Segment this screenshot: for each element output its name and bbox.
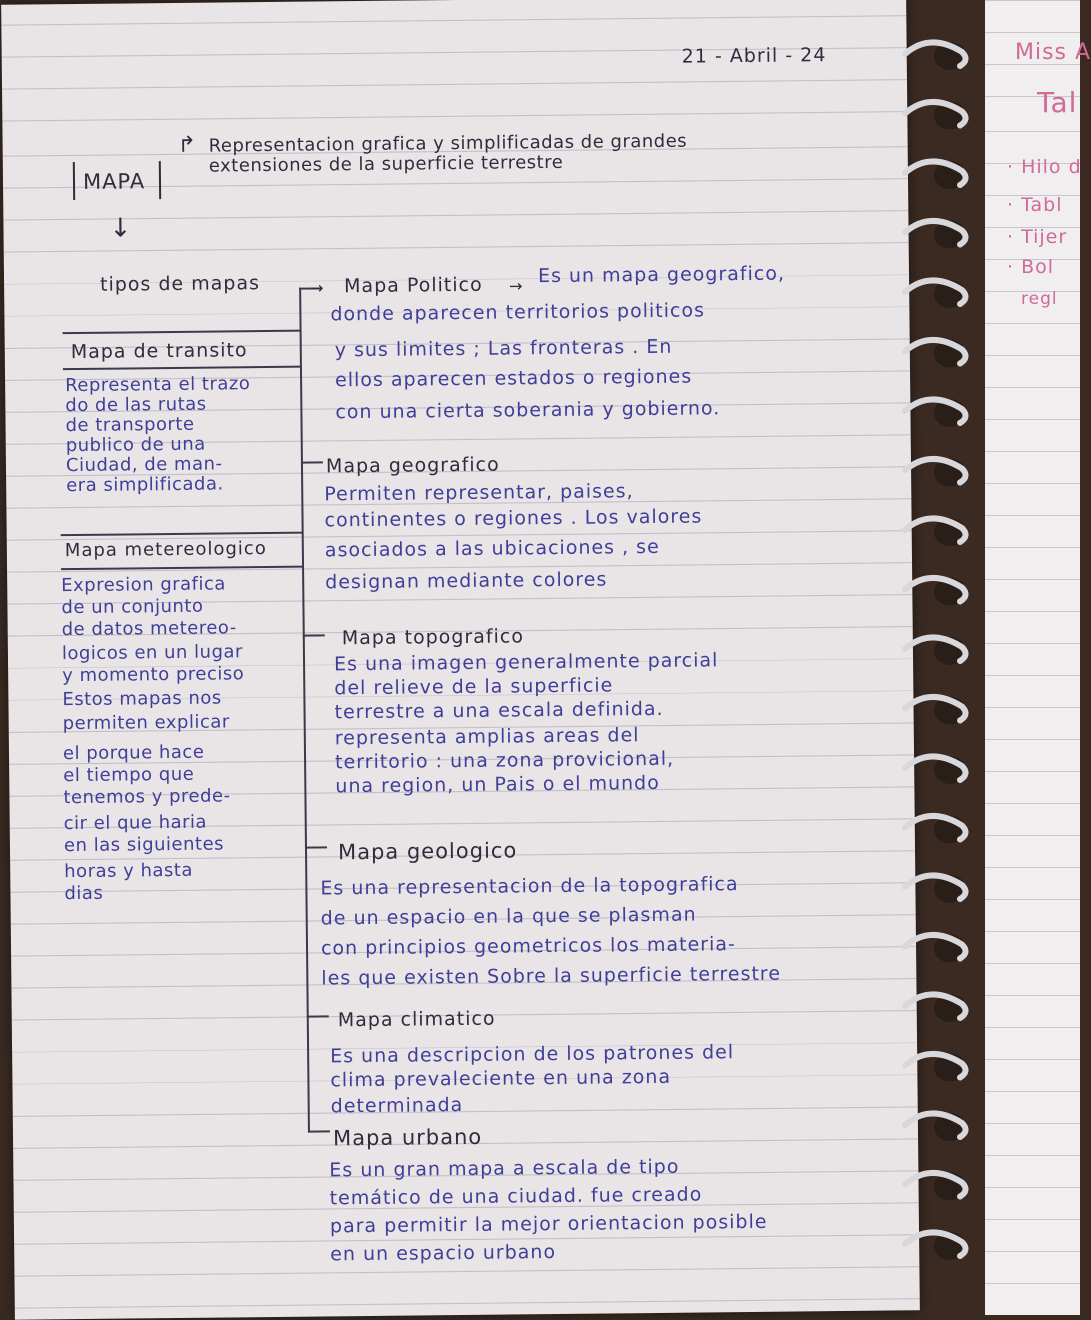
right-page-item: · Tabl: [1007, 194, 1063, 216]
arrow-right-icon: →: [509, 276, 524, 296]
side-note-line: do de las rutas: [65, 393, 207, 417]
side-note-line: el tiempo que: [63, 763, 195, 787]
side-note-line: Ciudad, de man-: [65, 453, 223, 477]
side-note-line: Representa el trazo: [65, 373, 251, 397]
type-line: Es un gran mapa a escala de tipo: [329, 1155, 680, 1182]
arrow-down-icon: ↓: [109, 213, 133, 244]
type-line: Es una imagen generalmente parcial: [333, 649, 719, 676]
side-note-line: el porque hace: [62, 741, 205, 765]
type-line: clima prevaleciente en una zona: [330, 1065, 672, 1092]
side-note-line: de un conjunto: [61, 595, 204, 619]
type-line: Permiten representar, paises,: [324, 480, 634, 506]
side-note-line: cir el que haria: [63, 811, 208, 835]
type-line: del relieve de la superficie: [334, 674, 614, 700]
side-note-line: de datos metereo-: [61, 617, 237, 641]
type-line: en un espacio urbano: [330, 1241, 557, 1266]
type-line: para permitir la mejor orientacion posible: [329, 1210, 768, 1238]
type-heading: Mapa topografico: [341, 625, 524, 650]
type-line: asociados a las ubicaciones , se: [324, 535, 660, 562]
page-title: MAPA: [82, 169, 146, 194]
type-line: de un espacio en la que se plasman: [320, 903, 697, 930]
type-line: con una cierta soberania y gobierno.: [335, 397, 721, 424]
right-page-subtitle: Tal: [1037, 86, 1078, 119]
side-note-line: publico de una: [65, 433, 206, 457]
type-line: y sus limites ; Las fronteras . En: [334, 335, 673, 362]
side-note-line: tenemos y prede-: [63, 785, 231, 809]
side-note-line: en las siguientes: [63, 833, 225, 857]
type-heading: Mapa geologico: [337, 838, 518, 865]
type-line: Es una descripcion de los patrones del: [330, 1041, 735, 1068]
right-page-title: Miss A: [1015, 40, 1091, 65]
side-note-line: logicos en un lugar: [61, 641, 244, 665]
side-note-line: era simplificada.: [66, 473, 224, 497]
right-page-item: regl: [1021, 289, 1058, 309]
notebook-page: [1, 0, 920, 1320]
type-heading: Mapa Politico: [343, 273, 483, 298]
side-note-line: y momento preciso: [62, 663, 245, 687]
bracket-tick: [307, 1015, 329, 1017]
type-line: terrestre a una escala definida.: [334, 697, 664, 724]
type-line: con principios geometricos los materia-: [320, 933, 736, 960]
right-page-item: · Bol: [1007, 256, 1055, 278]
type-line: una region, un Pais o el mundo: [335, 771, 660, 798]
type-line: Es una representacion de la topografica: [320, 873, 739, 900]
side-note-line: dias: [64, 882, 104, 905]
bracket-tick: [303, 634, 325, 636]
bracket-tick: [301, 461, 323, 463]
page-date: 21 - Abril - 24: [681, 44, 827, 68]
side-note-line: horas y hasta: [64, 859, 194, 883]
right-page-item: · Hilo d: [1007, 156, 1082, 178]
side-note-line: Expresion grafica: [61, 573, 227, 597]
type-line: Es un mapa geografico,: [537, 262, 786, 288]
side-note-rule: [63, 330, 301, 334]
type-line: designan mediante colores: [325, 568, 608, 594]
type-heading: Mapa urbano: [332, 1124, 483, 1151]
type-line: representa amplias areas del: [334, 724, 640, 750]
subtitle-types: tipos de mapas: [99, 272, 261, 296]
type-line: ellos aparecen estados o regiones: [334, 365, 693, 392]
type-heading: Mapa climatico: [337, 1007, 496, 1032]
type-line: determinada: [330, 1093, 464, 1118]
arrow-right-icon: →: [310, 278, 325, 298]
type-line: continentes o regiones . Los valores: [324, 505, 703, 532]
type-line: les que existen Sobre la superficie terrestre: [321, 962, 782, 990]
bracket-tick: [305, 846, 327, 848]
bracket-tick: [308, 1130, 330, 1132]
side-note-line: permiten explicar: [62, 711, 230, 735]
type-heading: Mapa geografico: [325, 453, 500, 478]
right-page-item: · Tijer: [1007, 226, 1068, 248]
bracket-line: [299, 288, 310, 1133]
type-line: territorio : una zona provicional,: [334, 747, 675, 774]
side-note-line: Estos mapas nos: [62, 687, 222, 711]
definition-line-1: Representacion grafica y simplificadas de grandes: [208, 130, 688, 157]
side-note-heading: Mapa metereologico: [64, 538, 267, 562]
definition-line-2: extensiones de la superficie terrestre: [208, 151, 564, 177]
side-note-rule: [61, 566, 303, 571]
type-line: donde aparecen territorios politicos: [330, 299, 706, 326]
side-note-line: de transporte: [65, 413, 195, 437]
spiral-binding: [890, 0, 1000, 1315]
type-line: temático de una ciudad. fue creado: [329, 1183, 703, 1210]
arrow-right-icon: ↱: [177, 132, 198, 158]
side-note-heading: Mapa de transito: [70, 339, 248, 364]
